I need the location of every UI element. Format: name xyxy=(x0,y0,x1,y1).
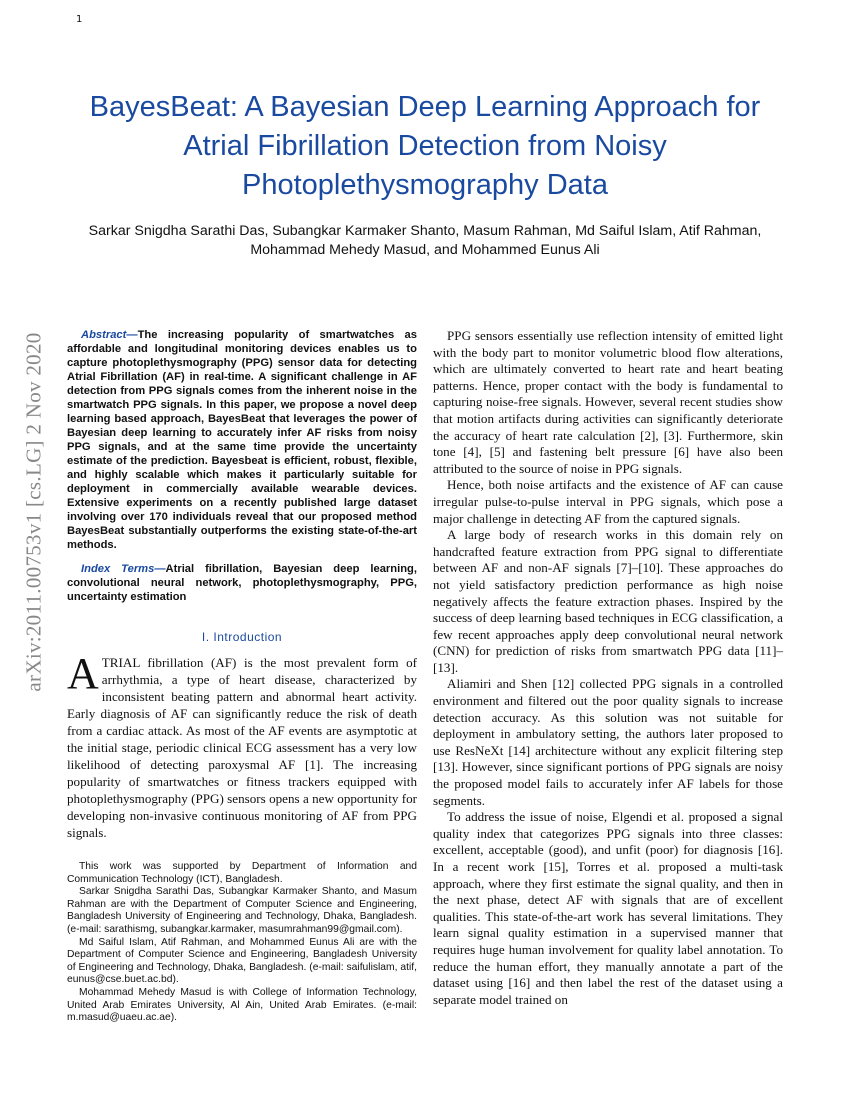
intro-paragraph xyxy=(67,649,417,841)
left-column xyxy=(67,328,417,1025)
drop-cap: A xyxy=(67,649,99,698)
body-paragraph: Hence, both noise artifacts and the existence of AF can cause irregular pulse-to-pulse interval in PPG signals, which pose a major challenge in detecting AF from the captured signals. xyxy=(433,477,783,526)
intro-text: TRIAL fibrillation (AF) is the most prevalent form of arrhythmia, a type of heart disease, characterized by inconsistent beating pattern and abnormal heart activity. Early diagnosis of AF can significantly reduce the risk of death from a cardiac attack. As most of the AF events are asymptotic at the initial stage, periodic clinical ECG assessment has a very low likelihood of detecting paroxysmal AF [1]. The increasing popularity of smartwatches or fitness trackers equipped with photoplethysmography (PPG) sensors opens a new opportunity for developing non-invasive continuous monitoring of AF from PPG signals. xyxy=(67,655,417,840)
footnote: Sarkar Snigdha Sarathi Das, Subangkar Karmaker Shanto, and Masum Rahman are with the Department of Computer Science and Engineering, Bangladesh University of Engineering and Technology, Dhaka, Bangladesh. (e-mail: sarathismg, subangkar.karmaker, masumrahman99@gmail.com). xyxy=(67,886,417,935)
section-heading: I. Introduction xyxy=(201,630,283,644)
abstract-text: The increasing popularity of smartwatches as affordable and longitudinal monitoring devices enables us to capture photoplethysmography (PPG) sensor data for detecting Atrial Fibrillation (AF) in real-time. A significant challenge in AF detection from PPG signals comes from the inherent noise in the smartwatch PPG signals. In this paper, we propose a novel deep learning based approach, BayesBeat that leverages the power of Bayesian deep learning to accurately infer AF risks from noisy PPG signals, and at the same time provide the uncertainty estimate of the prediction. Bayesbeat is efficient, robust, flexible, and highly scalable which makes it particularly suitable for deployment in commercially available wearable devices. Extensive experiments on a recently published large dataset involving over 170 individuals reveal that our proposed method BayesBeat substantially outperforms the existing state-of-the-art methods. xyxy=(67,329,417,551)
right-column xyxy=(433,328,783,1008)
arxiv-stamp: arXiv:2011.00753v1 [cs.LG] 2 Nov 2020 xyxy=(21,332,46,692)
abstract xyxy=(67,328,417,552)
index-terms-text: Atrial fibrillation, Bayesian deep learning, convolutional neural network, photoplethysmography, PPG, uncertainty estimation xyxy=(67,563,417,603)
author-list: Sarkar Snigdha Sarathi Das, Subangkar Karmaker Shanto, Masum Rahman, Md Saiful Islam, Atif Rahman, Mohammad Mehedy Masud, and Mohammed Eunus Ali xyxy=(88,223,762,258)
index-terms-label: Index Terms— xyxy=(81,563,166,575)
footnote: Mohammad Mehedy Masud is with College of Information Technology, United Arab Emirates University, Al Ain, United Arab Emirates. (e-mail: m.masud@uaeu.ac.ae). xyxy=(67,986,417,1024)
page-number: 1 xyxy=(76,14,83,25)
body-paragraph: To address the issue of noise, Elgendi et al. proposed a signal quality index that categorizes PPG signals into three classes: excellent, acceptable (good), and unfit (poor) for diagnosis [16]. In a recent work [15], Torres et al. proposed a multi-task approach, where they first estimate the signal quality, and then in the next phase, detect AF with signals that are of excellent qualities. This state-of-the-art work has several limitations. They learn signal quality estimation in a supervised manner that requires huge human involvement for quality label annotation. To reduce the human effort, they manually annotate a part of the dataset using [16] and then label the rest of the dataset using a separate model trained on xyxy=(433,809,783,1007)
paper-title: BayesBeat: A Bayesian Deep Learning Approach for Atrial Fibrillation Detection from Noisy Photoplethysmography Data xyxy=(89,91,761,201)
footnote: Md Saiful Islam, Atif Rahman, and Mohammed Eunus Ali are with the Department of Computer Science and Engineering, Bangladesh University of Engineering and Technology, Dhaka, Bangladesh. (e-mail: saifulislam, atif, eunus@cse.buet.ac.bd). xyxy=(67,936,417,986)
body-paragraph: PPG sensors essentially use reflection intensity of emitted light with the body part to monitor volumetric blood flow alterations, which are ultimately converted to heart rate and heart beating patterns. Hence, proper contact with the body is fundamental to capturing noise-free signals. However, several recent studies show that motion artifacts during activities can significantly deteriorate the accuracy of heart rate calculation [2], [3]. Furthermore, skin tone [4], [5] and fastening belt pressure [6] have also been attributed to the source of noise in PPG signals. xyxy=(433,328,783,476)
footnotes xyxy=(67,861,417,1025)
body-paragraph: Aliamiri and Shen [12] collected PPG signals in a controlled environment and filtered out the poor quality signals to increase detection accuracy. As this solution was not suitable for deployment in ambulatory setting, the authors later proposed to use ResNeXt [14] architecture without any explicit filtering step [13]. However, since significant portions of PPG signals are noisy the proposed model fails to accurately infer AF labels for those segments. xyxy=(433,676,783,808)
body-paragraph: A large body of research works in this domain rely on handcrafted feature extraction from PPG signal to differentiate between AF and non-AF signals [7]–[10]. These approaches do not yield satisfactory prediction performance as high noise negatively affects the feature extraction phases. Inspired by the success of deep learning based techniques in ECG classification, a few recent approaches apply deep convolutional neural network (CNN) for prediction of risks from smartwatch PPG data [11]–[13]. xyxy=(433,527,783,675)
footnote: This work was supported by Department of Information and Communication Technology (ICT), Bangladesh. xyxy=(67,861,417,885)
index-terms xyxy=(67,562,417,604)
abstract-label: Abstract— xyxy=(81,329,138,341)
